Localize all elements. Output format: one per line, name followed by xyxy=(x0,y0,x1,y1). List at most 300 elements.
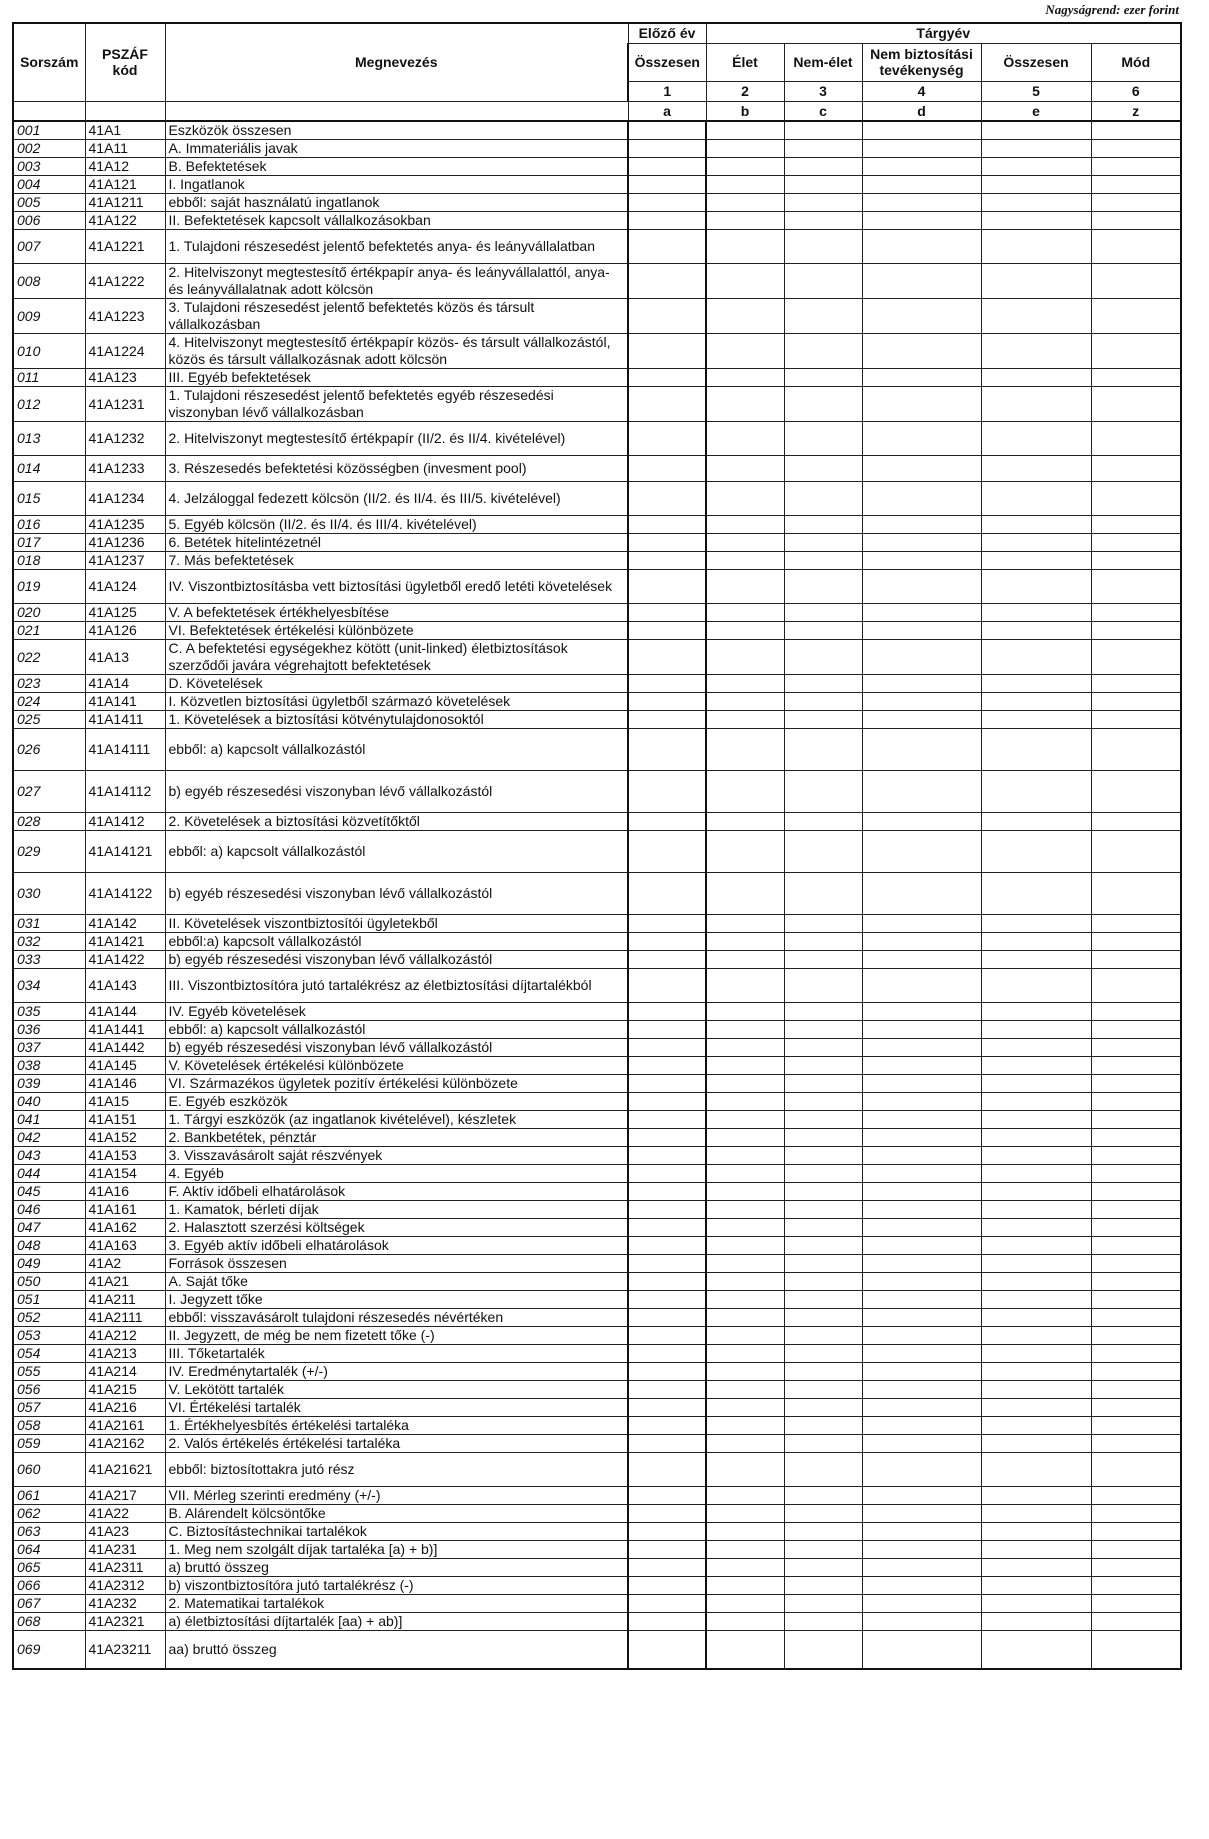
value-cell-nem-elet[interactable] xyxy=(784,1165,862,1183)
value-cell-nem-elet[interactable] xyxy=(784,873,862,915)
value-cell-nem-elet[interactable] xyxy=(784,158,862,176)
value-cell-osszesen[interactable] xyxy=(981,158,1091,176)
value-cell-nem-biztositasi[interactable] xyxy=(862,1309,981,1327)
value-cell-osszesen[interactable] xyxy=(981,1201,1091,1219)
value-cell-nem-elet[interactable] xyxy=(784,1453,862,1487)
value-cell-nem-elet[interactable] xyxy=(784,1111,862,1129)
value-cell-mod[interactable] xyxy=(1091,604,1181,622)
value-cell-elet[interactable] xyxy=(706,1381,784,1399)
value-cell-nem-biztositasi[interactable] xyxy=(862,933,981,951)
value-cell-osszesen[interactable] xyxy=(981,1363,1091,1381)
value-cell-mod[interactable] xyxy=(1091,1201,1181,1219)
value-cell-elet[interactable] xyxy=(706,693,784,711)
value-cell-nem-biztositasi[interactable] xyxy=(862,873,981,915)
value-cell-mod[interactable] xyxy=(1091,1541,1181,1559)
value-cell-nem-biztositasi[interactable] xyxy=(862,121,981,140)
value-cell-nem-elet[interactable] xyxy=(784,1613,862,1631)
value-cell-elet[interactable] xyxy=(706,1291,784,1309)
value-cell-nem-elet[interactable] xyxy=(784,1435,862,1453)
value-cell-osszesen-prev[interactable] xyxy=(628,1021,706,1039)
value-cell-elet[interactable] xyxy=(706,1613,784,1631)
value-cell-mod[interactable] xyxy=(1091,552,1181,570)
value-cell-osszesen[interactable] xyxy=(981,212,1091,230)
value-cell-mod[interactable] xyxy=(1091,831,1181,873)
value-cell-mod[interactable] xyxy=(1091,516,1181,534)
value-cell-mod[interactable] xyxy=(1091,622,1181,640)
value-cell-osszesen-prev[interactable] xyxy=(628,1523,706,1541)
value-cell-osszesen-prev[interactable] xyxy=(628,334,706,369)
value-cell-elet[interactable] xyxy=(706,334,784,369)
value-cell-osszesen-prev[interactable] xyxy=(628,1327,706,1345)
value-cell-osszesen[interactable] xyxy=(981,604,1091,622)
value-cell-nem-biztositasi[interactable] xyxy=(862,1327,981,1345)
value-cell-nem-biztositasi[interactable] xyxy=(862,1219,981,1237)
value-cell-osszesen[interactable] xyxy=(981,1093,1091,1111)
value-cell-mod[interactable] xyxy=(1091,534,1181,552)
value-cell-elet[interactable] xyxy=(706,1631,784,1669)
value-cell-osszesen[interactable] xyxy=(981,456,1091,482)
value-cell-nem-biztositasi[interactable] xyxy=(862,1435,981,1453)
value-cell-osszesen-prev[interactable] xyxy=(628,1613,706,1631)
value-cell-osszesen[interactable] xyxy=(981,299,1091,334)
value-cell-osszesen[interactable] xyxy=(981,640,1091,675)
value-cell-mod[interactable] xyxy=(1091,1417,1181,1435)
value-cell-elet[interactable] xyxy=(706,1577,784,1595)
value-cell-mod[interactable] xyxy=(1091,1453,1181,1487)
value-cell-osszesen-prev[interactable] xyxy=(628,915,706,933)
value-cell-nem-elet[interactable] xyxy=(784,1291,862,1309)
value-cell-mod[interactable] xyxy=(1091,873,1181,915)
value-cell-nem-elet[interactable] xyxy=(784,1021,862,1039)
value-cell-nem-elet[interactable] xyxy=(784,1093,862,1111)
value-cell-nem-elet[interactable] xyxy=(784,1075,862,1093)
value-cell-mod[interactable] xyxy=(1091,1075,1181,1093)
value-cell-elet[interactable] xyxy=(706,604,784,622)
value-cell-elet[interactable] xyxy=(706,422,784,456)
value-cell-mod[interactable] xyxy=(1091,456,1181,482)
value-cell-elet[interactable] xyxy=(706,456,784,482)
value-cell-nem-biztositasi[interactable] xyxy=(862,915,981,933)
value-cell-elet[interactable] xyxy=(706,516,784,534)
value-cell-mod[interactable] xyxy=(1091,1183,1181,1201)
value-cell-mod[interactable] xyxy=(1091,140,1181,158)
value-cell-osszesen-prev[interactable] xyxy=(628,176,706,194)
value-cell-osszesen[interactable] xyxy=(981,422,1091,456)
value-cell-nem-elet[interactable] xyxy=(784,1523,862,1541)
value-cell-osszesen[interactable] xyxy=(981,622,1091,640)
value-cell-nem-biztositasi[interactable] xyxy=(862,604,981,622)
value-cell-nem-biztositasi[interactable] xyxy=(862,1021,981,1039)
value-cell-nem-biztositasi[interactable] xyxy=(862,140,981,158)
value-cell-nem-biztositasi[interactable] xyxy=(862,1057,981,1075)
value-cell-nem-biztositasi[interactable] xyxy=(862,552,981,570)
value-cell-elet[interactable] xyxy=(706,1435,784,1453)
value-cell-nem-elet[interactable] xyxy=(784,121,862,140)
value-cell-nem-biztositasi[interactable] xyxy=(862,1093,981,1111)
value-cell-osszesen[interactable] xyxy=(981,1057,1091,1075)
value-cell-nem-biztositasi[interactable] xyxy=(862,1255,981,1273)
value-cell-osszesen[interactable] xyxy=(981,1559,1091,1577)
value-cell-mod[interactable] xyxy=(1091,387,1181,422)
value-cell-osszesen[interactable] xyxy=(981,933,1091,951)
value-cell-nem-biztositasi[interactable] xyxy=(862,1523,981,1541)
value-cell-osszesen-prev[interactable] xyxy=(628,1541,706,1559)
value-cell-mod[interactable] xyxy=(1091,1309,1181,1327)
value-cell-osszesen-prev[interactable] xyxy=(628,1487,706,1505)
value-cell-elet[interactable] xyxy=(706,176,784,194)
value-cell-mod[interactable] xyxy=(1091,230,1181,264)
value-cell-osszesen-prev[interactable] xyxy=(628,456,706,482)
value-cell-nem-biztositasi[interactable] xyxy=(862,482,981,516)
value-cell-nem-biztositasi[interactable] xyxy=(862,1381,981,1399)
value-cell-mod[interactable] xyxy=(1091,771,1181,813)
value-cell-nem-elet[interactable] xyxy=(784,604,862,622)
value-cell-nem-biztositasi[interactable] xyxy=(862,1541,981,1559)
value-cell-nem-biztositasi[interactable] xyxy=(862,969,981,1003)
value-cell-osszesen-prev[interactable] xyxy=(628,951,706,969)
value-cell-elet[interactable] xyxy=(706,1003,784,1021)
value-cell-elet[interactable] xyxy=(706,1201,784,1219)
value-cell-nem-elet[interactable] xyxy=(784,969,862,1003)
value-cell-mod[interactable] xyxy=(1091,1577,1181,1595)
value-cell-elet[interactable] xyxy=(706,230,784,264)
value-cell-osszesen[interactable] xyxy=(981,369,1091,387)
value-cell-nem-elet[interactable] xyxy=(784,1327,862,1345)
value-cell-nem-biztositasi[interactable] xyxy=(862,176,981,194)
value-cell-osszesen-prev[interactable] xyxy=(628,1075,706,1093)
value-cell-elet[interactable] xyxy=(706,1093,784,1111)
value-cell-nem-biztositasi[interactable] xyxy=(862,422,981,456)
value-cell-mod[interactable] xyxy=(1091,1345,1181,1363)
value-cell-mod[interactable] xyxy=(1091,1057,1181,1075)
value-cell-osszesen[interactable] xyxy=(981,1435,1091,1453)
value-cell-osszesen[interactable] xyxy=(981,1237,1091,1255)
value-cell-elet[interactable] xyxy=(706,915,784,933)
value-cell-osszesen-prev[interactable] xyxy=(628,1003,706,1021)
value-cell-nem-elet[interactable] xyxy=(784,1559,862,1577)
value-cell-elet[interactable] xyxy=(706,771,784,813)
value-cell-nem-biztositasi[interactable] xyxy=(862,693,981,711)
value-cell-elet[interactable] xyxy=(706,1309,784,1327)
value-cell-elet[interactable] xyxy=(706,1345,784,1363)
value-cell-osszesen-prev[interactable] xyxy=(628,422,706,456)
value-cell-osszesen[interactable] xyxy=(981,1541,1091,1559)
value-cell-osszesen-prev[interactable] xyxy=(628,1255,706,1273)
value-cell-mod[interactable] xyxy=(1091,1093,1181,1111)
value-cell-nem-biztositasi[interactable] xyxy=(862,534,981,552)
value-cell-osszesen-prev[interactable] xyxy=(628,831,706,873)
value-cell-osszesen[interactable] xyxy=(981,1345,1091,1363)
value-cell-mod[interactable] xyxy=(1091,1003,1181,1021)
value-cell-nem-elet[interactable] xyxy=(784,334,862,369)
value-cell-mod[interactable] xyxy=(1091,1487,1181,1505)
value-cell-mod[interactable] xyxy=(1091,1237,1181,1255)
value-cell-osszesen[interactable] xyxy=(981,1399,1091,1417)
value-cell-nem-elet[interactable] xyxy=(784,1631,862,1669)
value-cell-nem-biztositasi[interactable] xyxy=(862,1399,981,1417)
value-cell-osszesen[interactable] xyxy=(981,1291,1091,1309)
value-cell-osszesen[interactable] xyxy=(981,534,1091,552)
value-cell-nem-biztositasi[interactable] xyxy=(862,1595,981,1613)
value-cell-mod[interactable] xyxy=(1091,675,1181,693)
value-cell-osszesen[interactable] xyxy=(981,334,1091,369)
value-cell-osszesen-prev[interactable] xyxy=(628,1559,706,1577)
value-cell-osszesen[interactable] xyxy=(981,711,1091,729)
value-cell-elet[interactable] xyxy=(706,873,784,915)
value-cell-mod[interactable] xyxy=(1091,299,1181,334)
value-cell-nem-elet[interactable] xyxy=(784,212,862,230)
value-cell-elet[interactable] xyxy=(706,369,784,387)
value-cell-elet[interactable] xyxy=(706,299,784,334)
value-cell-nem-elet[interactable] xyxy=(784,552,862,570)
value-cell-mod[interactable] xyxy=(1091,369,1181,387)
value-cell-osszesen[interactable] xyxy=(981,1219,1091,1237)
value-cell-elet[interactable] xyxy=(706,1129,784,1147)
value-cell-mod[interactable] xyxy=(1091,1435,1181,1453)
value-cell-elet[interactable] xyxy=(706,1039,784,1057)
value-cell-mod[interactable] xyxy=(1091,1129,1181,1147)
value-cell-elet[interactable] xyxy=(706,951,784,969)
value-cell-elet[interactable] xyxy=(706,729,784,771)
value-cell-osszesen-prev[interactable] xyxy=(628,813,706,831)
value-cell-nem-biztositasi[interactable] xyxy=(862,771,981,813)
value-cell-osszesen-prev[interactable] xyxy=(628,552,706,570)
value-cell-osszesen-prev[interactable] xyxy=(628,158,706,176)
value-cell-osszesen-prev[interactable] xyxy=(628,1237,706,1255)
value-cell-elet[interactable] xyxy=(706,212,784,230)
value-cell-mod[interactable] xyxy=(1091,813,1181,831)
value-cell-mod[interactable] xyxy=(1091,334,1181,369)
value-cell-osszesen[interactable] xyxy=(981,1039,1091,1057)
value-cell-osszesen-prev[interactable] xyxy=(628,1399,706,1417)
value-cell-mod[interactable] xyxy=(1091,693,1181,711)
value-cell-nem-elet[interactable] xyxy=(784,230,862,264)
value-cell-osszesen-prev[interactable] xyxy=(628,570,706,604)
value-cell-osszesen-prev[interactable] xyxy=(628,482,706,516)
value-cell-osszesen-prev[interactable] xyxy=(628,516,706,534)
value-cell-osszesen-prev[interactable] xyxy=(628,140,706,158)
value-cell-nem-elet[interactable] xyxy=(784,1505,862,1523)
value-cell-osszesen[interactable] xyxy=(981,813,1091,831)
value-cell-nem-elet[interactable] xyxy=(784,1255,862,1273)
value-cell-nem-biztositasi[interactable] xyxy=(862,831,981,873)
value-cell-osszesen-prev[interactable] xyxy=(628,711,706,729)
value-cell-osszesen-prev[interactable] xyxy=(628,1039,706,1057)
value-cell-nem-elet[interactable] xyxy=(784,1363,862,1381)
value-cell-osszesen-prev[interactable] xyxy=(628,299,706,334)
value-cell-nem-elet[interactable] xyxy=(784,1541,862,1559)
value-cell-osszesen[interactable] xyxy=(981,1505,1091,1523)
value-cell-osszesen[interactable] xyxy=(981,831,1091,873)
value-cell-osszesen-prev[interactable] xyxy=(628,729,706,771)
value-cell-nem-elet[interactable] xyxy=(784,1595,862,1613)
value-cell-nem-biztositasi[interactable] xyxy=(862,1147,981,1165)
value-cell-mod[interactable] xyxy=(1091,121,1181,140)
value-cell-mod[interactable] xyxy=(1091,1595,1181,1613)
value-cell-osszesen[interactable] xyxy=(981,915,1091,933)
value-cell-mod[interactable] xyxy=(1091,729,1181,771)
value-cell-nem-elet[interactable] xyxy=(784,1309,862,1327)
value-cell-elet[interactable] xyxy=(706,1523,784,1541)
value-cell-nem-biztositasi[interactable] xyxy=(862,570,981,604)
value-cell-osszesen[interactable] xyxy=(981,873,1091,915)
value-cell-nem-elet[interactable] xyxy=(784,176,862,194)
value-cell-mod[interactable] xyxy=(1091,1273,1181,1291)
value-cell-osszesen[interactable] xyxy=(981,969,1091,1003)
value-cell-nem-elet[interactable] xyxy=(784,570,862,604)
value-cell-osszesen-prev[interactable] xyxy=(628,1577,706,1595)
value-cell-osszesen[interactable] xyxy=(981,1075,1091,1093)
value-cell-mod[interactable] xyxy=(1091,915,1181,933)
value-cell-osszesen-prev[interactable] xyxy=(628,1505,706,1523)
value-cell-nem-elet[interactable] xyxy=(784,813,862,831)
value-cell-osszesen[interactable] xyxy=(981,693,1091,711)
value-cell-osszesen[interactable] xyxy=(981,1631,1091,1669)
value-cell-osszesen-prev[interactable] xyxy=(628,1435,706,1453)
value-cell-mod[interactable] xyxy=(1091,422,1181,456)
value-cell-osszesen[interactable] xyxy=(981,121,1091,140)
value-cell-osszesen[interactable] xyxy=(981,1129,1091,1147)
value-cell-nem-biztositasi[interactable] xyxy=(862,1075,981,1093)
value-cell-elet[interactable] xyxy=(706,482,784,516)
value-cell-nem-biztositasi[interactable] xyxy=(862,1577,981,1595)
value-cell-elet[interactable] xyxy=(706,1273,784,1291)
value-cell-osszesen[interactable] xyxy=(981,1147,1091,1165)
value-cell-osszesen[interactable] xyxy=(981,387,1091,422)
value-cell-osszesen[interactable] xyxy=(981,176,1091,194)
value-cell-elet[interactable] xyxy=(706,1505,784,1523)
value-cell-osszesen[interactable] xyxy=(981,729,1091,771)
value-cell-elet[interactable] xyxy=(706,534,784,552)
value-cell-nem-elet[interactable] xyxy=(784,1219,862,1237)
value-cell-elet[interactable] xyxy=(706,1111,784,1129)
value-cell-elet[interactable] xyxy=(706,1541,784,1559)
value-cell-osszesen-prev[interactable] xyxy=(628,1345,706,1363)
value-cell-nem-biztositasi[interactable] xyxy=(862,729,981,771)
value-cell-osszesen[interactable] xyxy=(981,264,1091,299)
value-cell-mod[interactable] xyxy=(1091,640,1181,675)
value-cell-mod[interactable] xyxy=(1091,969,1181,1003)
value-cell-nem-biztositasi[interactable] xyxy=(862,230,981,264)
value-cell-osszesen-prev[interactable] xyxy=(628,675,706,693)
value-cell-osszesen[interactable] xyxy=(981,1417,1091,1435)
value-cell-osszesen-prev[interactable] xyxy=(628,1631,706,1669)
value-cell-osszesen[interactable] xyxy=(981,570,1091,604)
value-cell-nem-biztositasi[interactable] xyxy=(862,1631,981,1669)
value-cell-nem-elet[interactable] xyxy=(784,264,862,299)
value-cell-nem-biztositasi[interactable] xyxy=(862,334,981,369)
value-cell-nem-elet[interactable] xyxy=(784,933,862,951)
value-cell-osszesen[interactable] xyxy=(981,1453,1091,1487)
value-cell-osszesen-prev[interactable] xyxy=(628,1129,706,1147)
value-cell-osszesen-prev[interactable] xyxy=(628,604,706,622)
value-cell-osszesen[interactable] xyxy=(981,516,1091,534)
value-cell-mod[interactable] xyxy=(1091,1363,1181,1381)
value-cell-osszesen[interactable] xyxy=(981,230,1091,264)
value-cell-elet[interactable] xyxy=(706,264,784,299)
value-cell-osszesen-prev[interactable] xyxy=(628,194,706,212)
value-cell-elet[interactable] xyxy=(706,640,784,675)
value-cell-mod[interactable] xyxy=(1091,933,1181,951)
value-cell-osszesen[interactable] xyxy=(981,1183,1091,1201)
value-cell-nem-elet[interactable] xyxy=(784,422,862,456)
value-cell-nem-elet[interactable] xyxy=(784,1201,862,1219)
value-cell-mod[interactable] xyxy=(1091,1219,1181,1237)
value-cell-osszesen[interactable] xyxy=(981,482,1091,516)
value-cell-osszesen-prev[interactable] xyxy=(628,1309,706,1327)
value-cell-osszesen-prev[interactable] xyxy=(628,264,706,299)
value-cell-mod[interactable] xyxy=(1091,711,1181,729)
value-cell-osszesen[interactable] xyxy=(981,1273,1091,1291)
value-cell-mod[interactable] xyxy=(1091,1505,1181,1523)
value-cell-mod[interactable] xyxy=(1091,1613,1181,1631)
value-cell-osszesen-prev[interactable] xyxy=(628,121,706,140)
value-cell-osszesen-prev[interactable] xyxy=(628,1201,706,1219)
value-cell-osszesen-prev[interactable] xyxy=(628,1381,706,1399)
value-cell-osszesen-prev[interactable] xyxy=(628,1273,706,1291)
value-cell-osszesen-prev[interactable] xyxy=(628,534,706,552)
value-cell-elet[interactable] xyxy=(706,158,784,176)
value-cell-nem-elet[interactable] xyxy=(784,1381,862,1399)
value-cell-nem-biztositasi[interactable] xyxy=(862,711,981,729)
value-cell-nem-biztositasi[interactable] xyxy=(862,1165,981,1183)
value-cell-osszesen-prev[interactable] xyxy=(628,1291,706,1309)
value-cell-mod[interactable] xyxy=(1091,1381,1181,1399)
value-cell-osszesen-prev[interactable] xyxy=(628,1111,706,1129)
value-cell-osszesen-prev[interactable] xyxy=(628,230,706,264)
value-cell-nem-biztositasi[interactable] xyxy=(862,1273,981,1291)
value-cell-nem-biztositasi[interactable] xyxy=(862,951,981,969)
value-cell-mod[interactable] xyxy=(1091,1559,1181,1577)
value-cell-nem-biztositasi[interactable] xyxy=(862,516,981,534)
value-cell-osszesen-prev[interactable] xyxy=(628,1147,706,1165)
value-cell-nem-biztositasi[interactable] xyxy=(862,640,981,675)
value-cell-osszesen[interactable] xyxy=(981,1165,1091,1183)
value-cell-osszesen[interactable] xyxy=(981,1381,1091,1399)
value-cell-osszesen-prev[interactable] xyxy=(628,1057,706,1075)
value-cell-elet[interactable] xyxy=(706,552,784,570)
value-cell-osszesen-prev[interactable] xyxy=(628,387,706,422)
value-cell-mod[interactable] xyxy=(1091,1291,1181,1309)
value-cell-elet[interactable] xyxy=(706,711,784,729)
value-cell-osszesen-prev[interactable] xyxy=(628,1595,706,1613)
value-cell-mod[interactable] xyxy=(1091,1111,1181,1129)
value-cell-nem-elet[interactable] xyxy=(784,369,862,387)
value-cell-elet[interactable] xyxy=(706,1487,784,1505)
value-cell-nem-elet[interactable] xyxy=(784,1399,862,1417)
value-cell-elet[interactable] xyxy=(706,570,784,604)
value-cell-osszesen[interactable] xyxy=(981,1309,1091,1327)
value-cell-elet[interactable] xyxy=(706,1075,784,1093)
value-cell-osszesen[interactable] xyxy=(981,140,1091,158)
value-cell-elet[interactable] xyxy=(706,1219,784,1237)
value-cell-elet[interactable] xyxy=(706,622,784,640)
value-cell-nem-elet[interactable] xyxy=(784,1273,862,1291)
value-cell-nem-elet[interactable] xyxy=(784,140,862,158)
value-cell-elet[interactable] xyxy=(706,1255,784,1273)
value-cell-nem-elet[interactable] xyxy=(784,1237,862,1255)
value-cell-elet[interactable] xyxy=(706,1237,784,1255)
value-cell-nem-biztositasi[interactable] xyxy=(862,1487,981,1505)
value-cell-nem-elet[interactable] xyxy=(784,1577,862,1595)
value-cell-nem-biztositasi[interactable] xyxy=(862,264,981,299)
value-cell-osszesen[interactable] xyxy=(981,1523,1091,1541)
value-cell-mod[interactable] xyxy=(1091,194,1181,212)
value-cell-osszesen[interactable] xyxy=(981,1021,1091,1039)
value-cell-mod[interactable] xyxy=(1091,482,1181,516)
value-cell-nem-biztositasi[interactable] xyxy=(862,1039,981,1057)
value-cell-nem-biztositasi[interactable] xyxy=(862,1111,981,1129)
